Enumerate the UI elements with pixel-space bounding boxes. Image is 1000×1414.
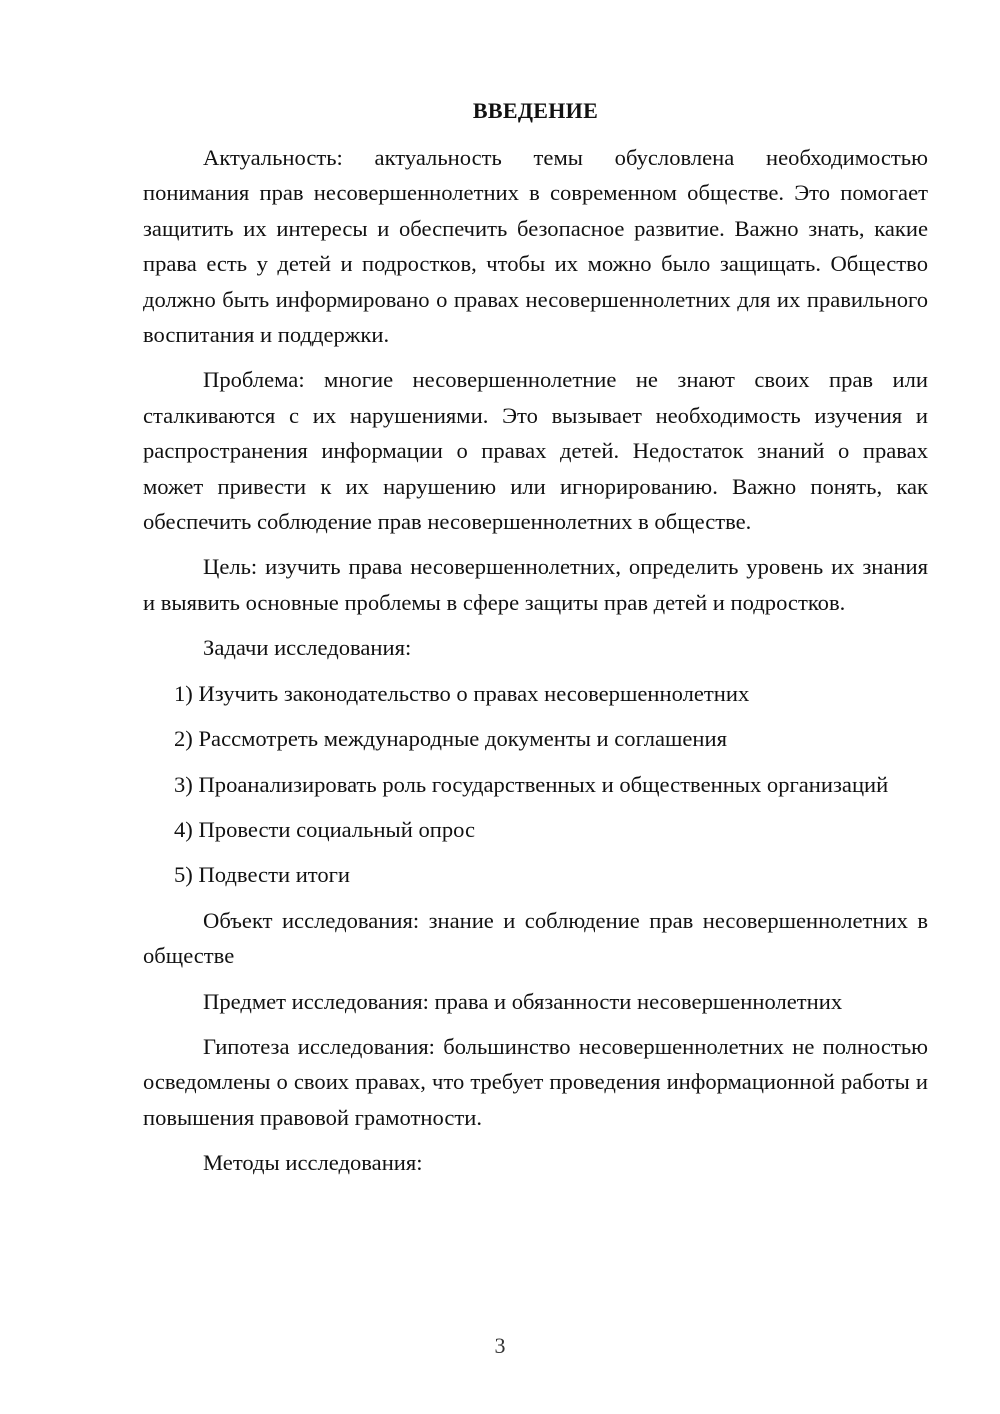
task-item-1: 1) Изучить законодательство о правах несовершеннолетних — [174, 680, 750, 706]
paragraph-relevance: Актуальность: актуальность темы обусловлена необходимостью понимания прав несовершеннолетних в современном обществе. Это помогает защитить их интересы и обеспечить безопасное развитие. Важно знать, какие права есть у детей и подростков, чтобы их можно было защищать. Общество должно быть информировано о правах несовершеннолетних для их правильного воспитания и поддержки. — [143, 145, 928, 348]
paragraph-object: Объект исследования: знание и соблюдение прав несовершеннолетних в обществе — [143, 907, 928, 969]
paragraph-problem: Проблема: многие несовершеннолетние не знают своих прав или сталкиваются с их нарушениями. Это вызывает необходимость изучения и распространения информации о правах детей. Недостаток знаний о правах может привести к их нарушению или игнорированию. Важно понять, как обеспечить соблюдение прав несовершеннолетних в обществе. — [143, 367, 928, 535]
paragraph-methods: Методы исследования: — [203, 1150, 423, 1176]
task-item-2: 2) Рассмотреть международные документы и соглашения — [174, 726, 728, 752]
task-item-5: 5) Подвести итоги — [174, 862, 351, 888]
page-title: ВВЕДЕНИЕ — [472, 98, 599, 123]
task-item-3: 3) Проанализировать роль государственных и общественных организаций — [174, 771, 889, 797]
document-page — [143, 96, 928, 1191]
paragraph-hypothesis: Гипотеза исследования: большинство несовершеннолетних не полностью осведомлены о своих правах, что требует проведения информационной работы и повышения правовой грамотности. — [143, 1033, 928, 1130]
paragraph-subject: Предмет исследования: права и обязанности несовершеннолетних — [203, 988, 843, 1014]
task-item-4: 4) Провести социальный опрос — [174, 816, 476, 842]
page-number: 3 — [494, 1333, 506, 1358]
paragraph-goal: Цель: изучить права несовершеннолетних, определить уровень их знания и выявить основные проблемы в сфере защиты прав детей и подростков. — [143, 554, 928, 615]
paragraph-tasks-heading: Задачи исследования: — [203, 635, 412, 661]
